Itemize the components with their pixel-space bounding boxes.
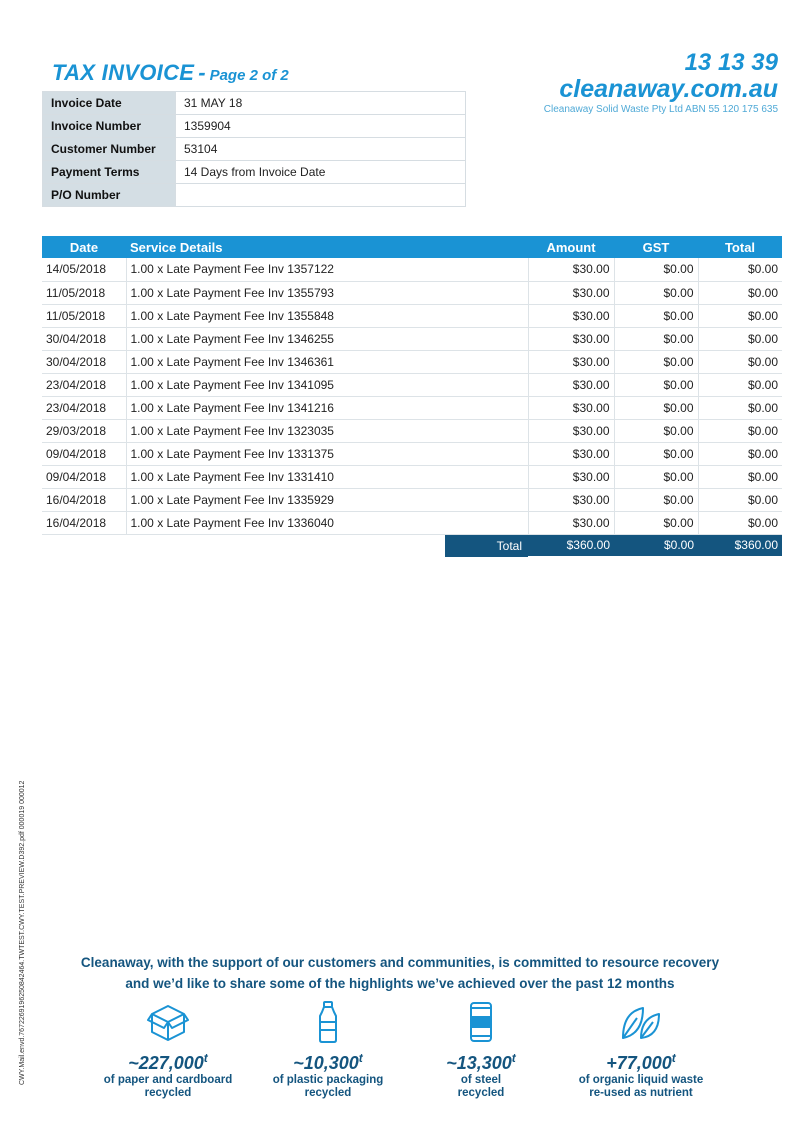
mail-tracking-code: CWY.Mail.envd.7672269196250842464.TWTEST.CWY.TEST.PREVIEW.D392.pdf 000019 000012	[19, 780, 26, 1085]
footer-line-1: Cleanaway, with the support of our customers and communities, is committed to resource recovery	[80, 955, 720, 970]
cell-gst: $0.00	[614, 327, 698, 350]
footer-message	[0, 952, 800, 994]
cell-total: $0.00	[698, 465, 782, 488]
invoice-info-table	[42, 91, 466, 207]
stat-caption: of organic liquid waste	[578, 1074, 704, 1086]
cell-total: $0.00	[698, 350, 782, 373]
table-row	[42, 373, 782, 396]
phone-number: 13 13 39	[684, 49, 778, 76]
cell-amount: $30.00	[528, 327, 614, 350]
header-service: Service Details	[126, 236, 528, 258]
cell-date: 29/03/2018	[42, 419, 126, 442]
header-total: Total	[698, 236, 782, 258]
cell-service: 1.00 x Late Payment Fee Inv 1346255	[126, 327, 528, 350]
cardboard-box-icon	[146, 1000, 190, 1044]
cell-gst: $0.00	[614, 488, 698, 511]
cell-service: 1.00 x Late Payment Fee Inv 1331410	[126, 465, 528, 488]
stat-caption: re-used as nutrient	[589, 1087, 693, 1099]
cell-date: 14/05/2018	[42, 258, 126, 281]
steel-can-icon	[459, 1000, 503, 1044]
cell-amount: $30.00	[528, 442, 614, 465]
stat-caption: recycled	[144, 1087, 192, 1099]
cell-date: 11/05/2018	[42, 281, 126, 304]
table-row	[42, 511, 782, 534]
cell-amount: $30.00	[528, 488, 614, 511]
cell-service: 1.00 x Late Payment Fee Inv 1323035	[126, 419, 528, 442]
cell-gst: $0.00	[614, 373, 698, 396]
cell-date: 16/04/2018	[42, 488, 126, 511]
cell-date: 09/04/2018	[42, 465, 126, 488]
header-date: Date	[42, 236, 126, 258]
footer-line-2: and we’d like to share some of the highlights we’ve achieved over the past 12 months	[125, 976, 675, 991]
stat-caption: of paper and cardboard	[103, 1074, 233, 1086]
cell-total: $0.00	[698, 511, 782, 534]
cell-gst: $0.00	[614, 442, 698, 465]
cell-service: 1.00 x Late Payment Fee Inv 1355848	[126, 304, 528, 327]
cell-date: 23/04/2018	[42, 396, 126, 419]
info-row	[43, 184, 466, 207]
abn-line: Cleanaway Solid Waste Pty Ltd ABN 55 120 175 635	[543, 104, 778, 115]
cell-date: 16/04/2018	[42, 511, 126, 534]
info-row	[43, 92, 466, 115]
invoice-title	[52, 60, 289, 86]
info-label: Invoice Date	[43, 92, 176, 115]
info-value: 14 Days from Invoice Date	[176, 161, 466, 184]
table-row	[42, 327, 782, 350]
cell-amount: $30.00	[528, 304, 614, 327]
title-text: TAX INVOICE	[52, 60, 195, 85]
plastic-bottle-icon	[306, 1000, 350, 1044]
cell-amount: $30.00	[528, 465, 614, 488]
cell-gst: $0.00	[614, 281, 698, 304]
info-value: 1359904	[176, 115, 466, 138]
table-row	[42, 442, 782, 465]
table-row	[42, 465, 782, 488]
cell-total: $0.00	[698, 442, 782, 465]
table-row	[42, 304, 782, 327]
cell-service: 1.00 x Late Payment Fee Inv 1335929	[126, 488, 528, 511]
stat-caption: recycled	[457, 1087, 505, 1099]
stat-value: ~10,300$^t$	[293, 1051, 363, 1073]
info-label: Customer Number	[43, 138, 176, 161]
cell-service: 1.00 x Late Payment Fee Inv 1357122	[126, 258, 528, 281]
totals-amount: $360.00	[528, 534, 614, 556]
totals-spacer	[42, 534, 528, 556]
cell-amount: $30.00	[528, 258, 614, 281]
table-row	[42, 350, 782, 373]
cell-total: $0.00	[698, 373, 782, 396]
cell-amount: $30.00	[528, 419, 614, 442]
cell-gst: $0.00	[614, 304, 698, 327]
table-row	[42, 258, 782, 281]
cell-total: $0.00	[698, 304, 782, 327]
totals-row	[42, 534, 782, 556]
table-header-row	[42, 236, 782, 258]
totals-label: Total	[445, 535, 528, 557]
cell-gst: $0.00	[614, 511, 698, 534]
cell-service: 1.00 x Late Payment Fee Inv 1336040	[126, 511, 528, 534]
stat-organic	[546, 1000, 736, 1100]
info-row	[43, 161, 466, 184]
cell-service: 1.00 x Late Payment Fee Inv 1346361	[126, 350, 528, 373]
info-label: P/O Number	[43, 184, 176, 207]
brand-block	[544, 50, 778, 115]
stat-caption: of plastic packaging	[272, 1074, 384, 1086]
cell-total: $0.00	[698, 327, 782, 350]
info-label: Invoice Number	[43, 115, 176, 138]
page-indicator: Page 2 of 2	[209, 67, 289, 84]
cell-amount: $30.00	[528, 396, 614, 419]
stat-caption: recycled	[304, 1087, 352, 1099]
cell-gst: $0.00	[614, 396, 698, 419]
cell-amount: $30.00	[528, 350, 614, 373]
info-label: Payment Terms	[43, 161, 176, 184]
stat-value: $+77,000^t$	[606, 1051, 676, 1073]
cell-amount: $30.00	[528, 511, 614, 534]
cell-gst: $0.00	[614, 350, 698, 373]
cell-amount: $30.00	[528, 373, 614, 396]
totals-total: $360.00	[698, 534, 782, 556]
table-row	[42, 281, 782, 304]
cell-gst: $0.00	[614, 258, 698, 281]
stat-caption: of steel	[460, 1074, 502, 1086]
cell-date: 30/04/2018	[42, 327, 126, 350]
info-value: 31 MAY 18	[176, 92, 466, 115]
website-link[interactable]: cleanaway.com.au	[559, 75, 778, 103]
line-items-table	[42, 236, 782, 556]
info-row	[43, 115, 466, 138]
info-value: 53104	[176, 138, 466, 161]
header-gst: GST	[614, 236, 698, 258]
cell-total: $0.00	[698, 419, 782, 442]
cell-service: 1.00 x Late Payment Fee Inv 1341216	[126, 396, 528, 419]
cell-amount: $30.00	[528, 281, 614, 304]
header-amount: Amount	[528, 236, 614, 258]
cell-service: 1.00 x Late Payment Fee Inv 1341095	[126, 373, 528, 396]
cell-total: $0.00	[698, 396, 782, 419]
cell-total: $0.00	[698, 258, 782, 281]
cell-service: 1.00 x Late Payment Fee Inv 1355793	[126, 281, 528, 304]
table-row	[42, 488, 782, 511]
info-row	[43, 138, 466, 161]
cell-date: 30/04/2018	[42, 350, 126, 373]
cell-date: 23/04/2018	[42, 373, 126, 396]
cell-total: $0.00	[698, 488, 782, 511]
table-row	[42, 419, 782, 442]
info-value	[176, 184, 466, 207]
title-separator: -	[198, 60, 206, 85]
leaves-icon	[619, 1000, 663, 1044]
stat-value: ~13,300$^t$	[446, 1051, 516, 1073]
cell-gst: $0.00	[614, 465, 698, 488]
cell-service: 1.00 x Late Payment Fee Inv 1331375	[126, 442, 528, 465]
cell-date: 11/05/2018	[42, 304, 126, 327]
table-row	[42, 396, 782, 419]
cell-total: $0.00	[698, 281, 782, 304]
cell-gst: $0.00	[614, 419, 698, 442]
cell-date: 09/04/2018	[42, 442, 126, 465]
stat-value: ~227,000$^t$	[128, 1051, 208, 1073]
totals-gst: $0.00	[614, 534, 698, 556]
